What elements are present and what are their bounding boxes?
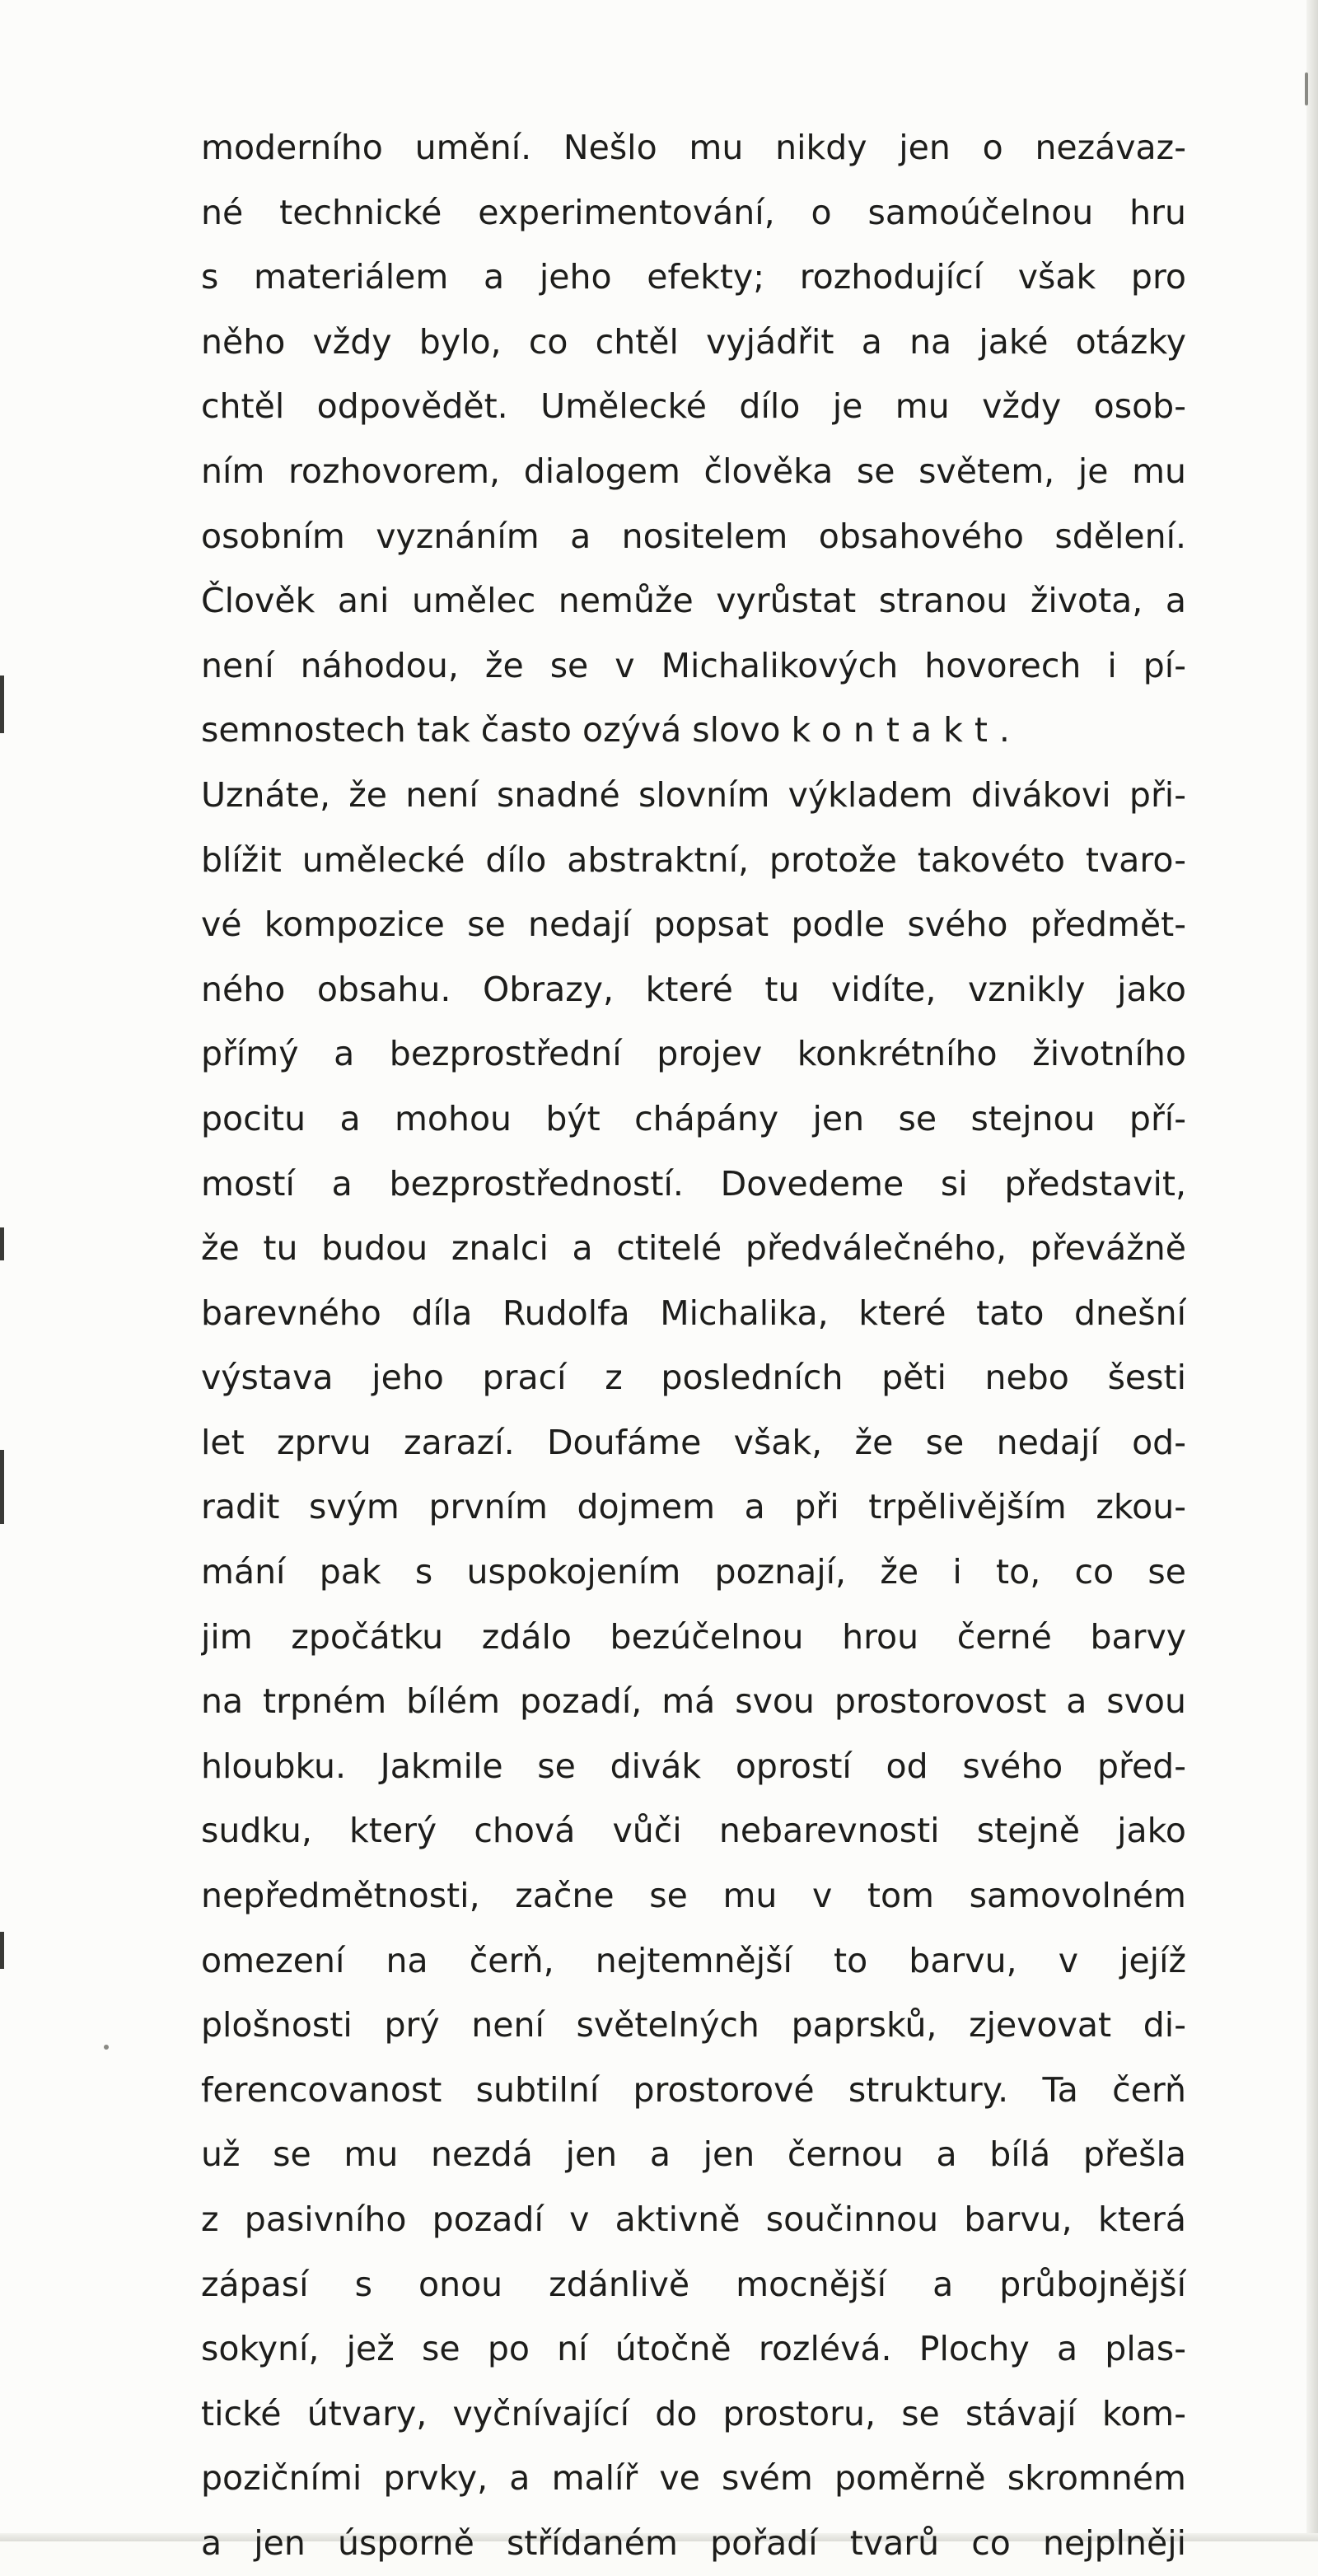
binding-mark xyxy=(0,1932,4,1969)
text-line: chtěl odpovědět. Umělecké dílo je mu vždy osob- xyxy=(201,386,1186,427)
paragraph-last-line xyxy=(201,698,1186,763)
text-line: tické útvary, vyčnívající do prostoru, se stávají kom- xyxy=(201,2393,1186,2433)
text-line: osobním vyznáním a nositelem obsahového sdělení. xyxy=(201,516,1186,556)
text-line: přímý a bezprostřední projev konkrétního životního xyxy=(201,1034,1186,1074)
text-line: Člověk ani umělec nemůže vyrůstat stranou života, a xyxy=(201,581,1186,621)
binding-mark xyxy=(0,676,4,733)
text-line: na trpném bílém pozadí, má svou prostorovost a svou xyxy=(201,1681,1186,1722)
text-line: jim zpočátku zdálo bezúčelnou hrou černé barvy xyxy=(201,1616,1186,1657)
text-line: mání pak s uspokojením poznají, že i to, co se xyxy=(201,1552,1186,1592)
text-line: pocitu a mohou být chápány jen se stejnou pří- xyxy=(201,1098,1186,1138)
emphasized-word: kontakt xyxy=(791,710,999,750)
text-line: zápasí s onou zdánlivě mocnější a průbojnější xyxy=(201,2264,1186,2304)
text-line: že tu budou znalci a ctitelé předválečného, převážně xyxy=(201,1228,1186,1269)
text-fragment: semnostech tak často ozývá slovo xyxy=(201,710,792,750)
text-line: ním rozhovorem, dialogem člověka se světem, je mu xyxy=(201,451,1186,491)
text-line: něho vždy bylo, co chtěl vyjádřit a na jaké otázky xyxy=(201,321,1186,362)
text-line: pozičními prvky, a malíř ve svém poměrně skromném xyxy=(201,2458,1186,2499)
text-line: vé kompozice se nedají popsat podle svého předmět- xyxy=(201,905,1186,945)
page-right-edge xyxy=(1306,0,1318,2541)
text-line: Uznáte, že není snadné slovním výkladem divákovi při- xyxy=(201,774,1186,815)
text-line: už se mu nezdá jen a jen černou a bílá přešla xyxy=(201,2134,1186,2175)
text-line: z pasivního pozadí v aktivně součinnou barvu, která xyxy=(201,2200,1186,2239)
scan-speck xyxy=(1305,72,1308,105)
binding-mark xyxy=(0,1450,4,1524)
text-fragment: . xyxy=(998,710,1010,750)
binding-mark xyxy=(0,1227,4,1260)
text-line: moderního umění. Nešlo mu nikdy jen o nezávaz- xyxy=(201,128,1186,167)
text-line: hloubku. Jakmile se divák oprostí od svého před- xyxy=(201,1746,1186,1786)
text-line: né technické experimentování, o samoúčelnou hru xyxy=(201,192,1186,232)
text-line: ferencovanost subtilní prostorové struktury. Ta čerň xyxy=(201,2069,1186,2110)
text-line: a jen úsporně střídaném pořadí tvarů co nejplněji xyxy=(201,2522,1186,2563)
text-line: omezení na čerň, nejtemnější to barvu, v jejíž xyxy=(201,1940,1186,1980)
text-line: výstava jeho prací z posledních pěti nebo šesti xyxy=(201,1358,1186,1398)
text-line: není náhodou, že se v Michalikových hovorech i pí- xyxy=(201,645,1186,685)
text-line: sokyní, jež se po ní útočně rozlévá. Plochy a plas- xyxy=(201,2329,1186,2369)
text-line: s materiálem a jeho efekty; rozhodující však pro xyxy=(201,257,1186,297)
text-line: blížit umělecké dílo abstraktní, protože takovéto tvaro- xyxy=(201,839,1186,880)
text-line: barevného díla Rudolfa Michalika, které tato dnešní xyxy=(201,1293,1186,1333)
scan-speck xyxy=(104,2045,109,2050)
text-line: plošnosti prý není světelných paprsků, zjevovat di- xyxy=(201,2005,1186,2045)
text-line: ného obsahu. Obrazy, které tu vidíte, vznikly jako xyxy=(201,969,1186,1009)
text-line: sudku, který chová vůči nebarevnosti stejně jako xyxy=(201,1811,1186,1851)
text-line: nepředmětnosti, začne se mu v tom samovolném xyxy=(201,1876,1186,1916)
text-line: let zprvu zarazí. Doufáme však, že se nedají od- xyxy=(201,1422,1186,1462)
body-text xyxy=(201,115,1186,2576)
text-line: radit svým prvním dojmem a při trpělivějším zkou- xyxy=(201,1487,1186,1527)
text-line: mostí a bezprostředností. Dovedeme si představit, xyxy=(201,1163,1186,1204)
